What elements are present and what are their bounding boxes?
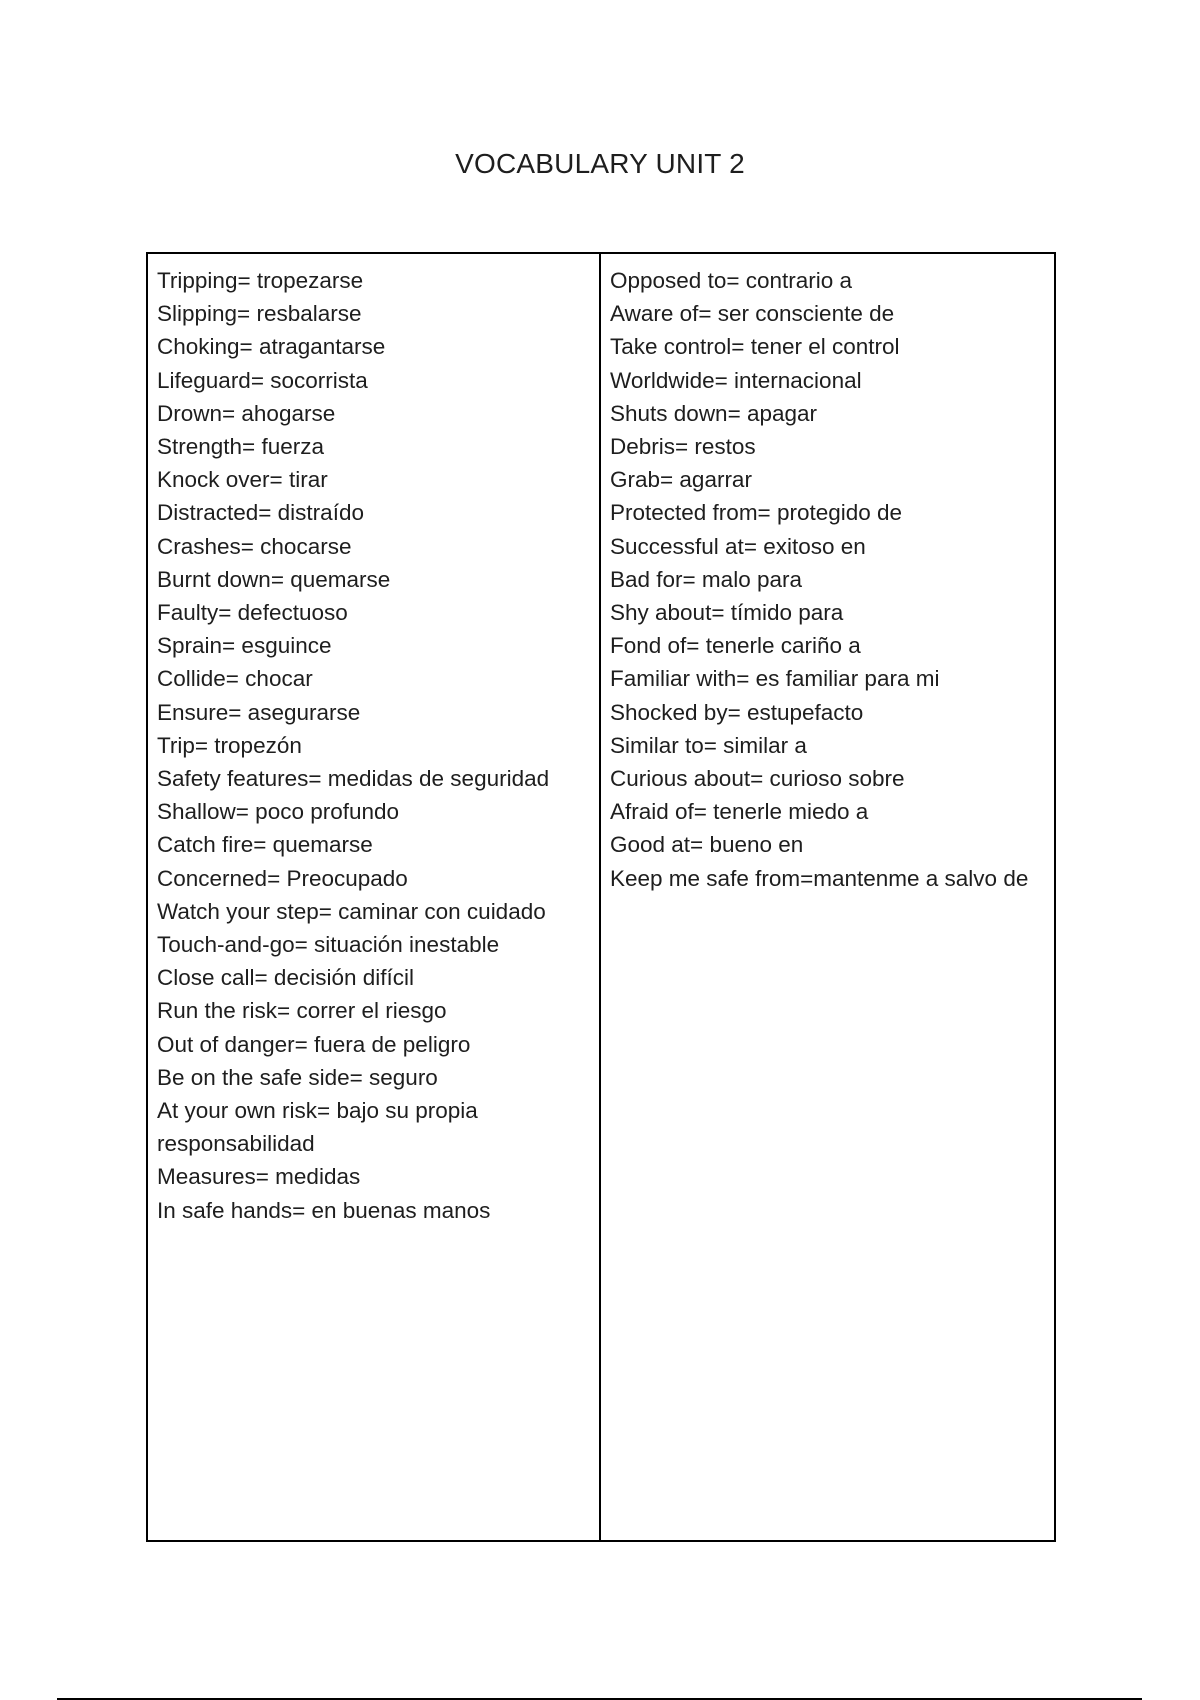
vocab-entry: Aware of= ser consciente de xyxy=(610,301,895,327)
vocab-entry: Take control= tener el control xyxy=(610,334,900,360)
vocab-entry: Shocked by= estupefacto xyxy=(610,699,864,725)
vocab-entry: Worldwide= internacional xyxy=(610,367,862,393)
vocab-entry: Fond of= tenerle cariño a xyxy=(610,633,861,659)
left-column xyxy=(148,254,601,1540)
vocab-entry: Safety features= medidas de seguridad xyxy=(157,766,550,792)
vocab-entry: Shy about= tímido para xyxy=(610,600,844,626)
vocab-entry: Opposed to= contrario a xyxy=(610,268,853,293)
page-title: VOCABULARY UNIT 2 xyxy=(455,148,745,179)
vocab-entry: Tripping= tropezarse xyxy=(157,268,364,293)
vocab-entry: Afraid of= tenerle miedo a xyxy=(610,799,869,825)
vocab-entry: Distracted= distraído xyxy=(157,500,364,526)
vocab-entry: At your own risk= bajo su propia responsabilidad xyxy=(157,1098,478,1157)
vocab-entry: Drown= ahogarse xyxy=(157,400,336,426)
vocab-entry: Knock over= tirar xyxy=(157,467,328,493)
vocab-entry: Successful at= exitoso en xyxy=(610,533,866,559)
vocab-entry: Slipping= resbalarse xyxy=(157,301,362,327)
vocab-entry: Lifeguard= socorrista xyxy=(157,367,368,393)
right-column xyxy=(601,254,1054,1540)
vocab-entry: Be on the safe side= seguro xyxy=(157,1064,438,1090)
vocab-entry: Catch fire= quemarse xyxy=(157,832,373,858)
left-vocab-list xyxy=(157,264,591,1227)
vocab-entry: Protected from= protegido de xyxy=(610,500,903,526)
vocab-entry: Debris= restos xyxy=(610,434,756,460)
vocab-entry: Ensure= asegurarse xyxy=(157,699,361,725)
vocabulary-table xyxy=(146,252,1056,1542)
vocab-entry: Crashes= chocarse xyxy=(157,533,352,559)
vocab-entry: Burnt down= quemarse xyxy=(157,566,391,592)
vocab-entry: Shuts down= apagar xyxy=(610,400,818,426)
vocab-entry: Collide= chocar xyxy=(157,666,313,692)
vocab-entry: Bad for= malo para xyxy=(610,566,802,592)
vocab-entry: Concerned= Preocupado xyxy=(157,865,408,891)
vocab-entry: Similar to= similar a xyxy=(610,732,807,758)
vocab-entry: Run the risk= correr el riesgo xyxy=(157,998,447,1024)
vocab-entry: Close call= decisión difícil xyxy=(157,965,414,991)
vocab-entry: Shallow= poco profundo xyxy=(157,799,400,825)
vocab-entry: Measures= medidas xyxy=(157,1164,361,1190)
vocab-entry: Familiar with= es familiar para mi xyxy=(610,666,940,692)
vocab-entry: Grab= agarrar xyxy=(610,467,752,493)
vocab-entry: Curious about= curioso sobre xyxy=(610,766,905,792)
vocab-entry: Touch-and-go= situación inestable xyxy=(157,932,500,958)
right-vocab-list xyxy=(610,264,1046,895)
vocab-entry: In safe hands= en buenas manos xyxy=(157,1197,491,1223)
vocab-entry: Sprain= esguince xyxy=(157,633,332,659)
vocab-entry: Strength= fuerza xyxy=(157,434,324,460)
vocab-entry: Choking= atragantarse xyxy=(157,334,386,360)
vocab-entry: Faulty= defectuoso xyxy=(157,600,348,626)
vocab-entry: Good at= bueno en xyxy=(610,832,804,858)
vocab-entry: Trip= tropezón xyxy=(157,732,302,758)
vocab-entry: Watch your step= caminar con cuidado xyxy=(157,898,546,924)
vocab-entry: Out of danger= fuera de peligro xyxy=(157,1031,471,1057)
vocab-entry: Keep me safe from=mantenme a salvo de xyxy=(610,865,1029,891)
